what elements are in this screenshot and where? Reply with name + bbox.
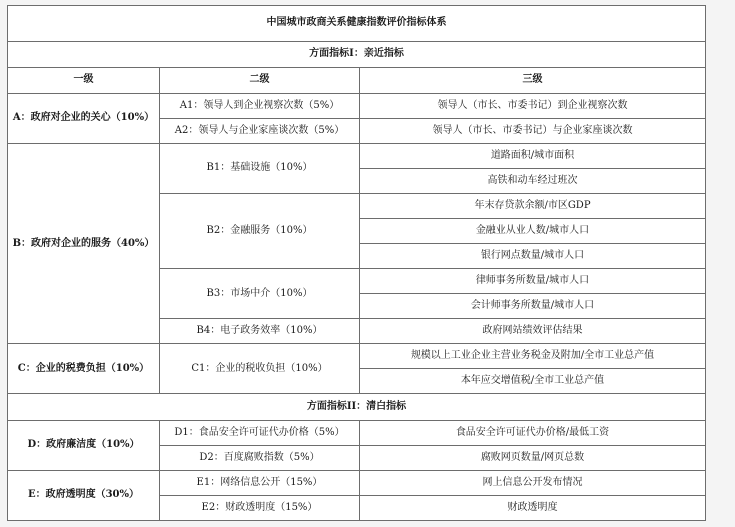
level3-cell: 腐败网页数量/网页总数 <box>360 445 706 470</box>
level3-cell: 会计师事务所数量/城市人口 <box>360 294 706 319</box>
level3-cell: 财政透明度 <box>360 495 706 520</box>
level1-e: E：政府透明度（30%） <box>8 470 160 520</box>
table-row <box>8 143 706 168</box>
level2-c1: C1：企业的税收负担（10%） <box>160 344 360 394</box>
level3-cell: 金融业从业人数/城市人口 <box>360 219 706 244</box>
level3-cell: 网上信息公开发布情况 <box>360 470 706 495</box>
level3-cell: 食品安全许可证代办价格/最低工资 <box>360 420 706 445</box>
header-level3: 三级 <box>360 67 706 93</box>
level3-cell: 高铁和动车经过班次 <box>360 168 706 193</box>
level2-d2: D2：百度腐败指数（5%） <box>160 445 360 470</box>
table-row <box>8 420 706 445</box>
table-row <box>8 344 706 369</box>
level1-a: A：政府对企业的关心（10%） <box>8 93 160 143</box>
table-title: 中国城市政商关系健康指数评价指标体系 <box>8 6 706 42</box>
table-row <box>8 470 706 495</box>
level2-e2: E2：财政透明度（15%） <box>160 495 360 520</box>
level2-d1: D1：食品安全许可证代办价格（5%） <box>160 420 360 445</box>
table-row <box>8 93 706 118</box>
level2-b1: B1：基础设施（10%） <box>160 143 360 193</box>
level1-c: C：企业的税费负担（10%） <box>8 344 160 394</box>
level3-cell: 银行网点数量/城市人口 <box>360 244 706 269</box>
level2-e1: E1：网络信息公开（15%） <box>160 470 360 495</box>
column-header-row <box>8 67 706 93</box>
level3-cell: 年末存贷款余额/市区GDP <box>360 193 706 218</box>
level3-cell: 领导人（市长、市委书记）到企业视察次数 <box>360 93 706 118</box>
level2-b3: B3：市场中介（10%） <box>160 269 360 319</box>
indicator-table <box>7 5 706 521</box>
section-header-integrity: 方面指标II：清白指标 <box>8 394 706 420</box>
level1-d: D：政府廉洁度（10%） <box>8 420 160 470</box>
level3-cell: 规模以上工业企业主营业务税金及附加/全市工业总产值 <box>360 344 706 369</box>
level3-cell: 本年应交增值税/全市工业总产值 <box>360 369 706 394</box>
level3-cell: 政府网站绩效评估结果 <box>360 319 706 344</box>
level3-cell: 道路面积/城市面积 <box>360 143 706 168</box>
level3-cell: 律师事务所数量/城市人口 <box>360 269 706 294</box>
level3-cell: 领导人（市长、市委书记）与企业家座谈次数 <box>360 118 706 143</box>
level2-a2: A2：领导人与企业家座谈次数（5%） <box>160 118 360 143</box>
level1-b: B：政府对企业的服务（40%） <box>8 143 160 344</box>
header-level1: 一级 <box>8 67 160 93</box>
level2-b2: B2：金融服务（10%） <box>160 193 360 268</box>
header-level2: 二级 <box>160 67 360 93</box>
level2-a1: A1：领导人到企业视察次数（5%） <box>160 93 360 118</box>
section-header-closeness: 方面指标I：亲近指标 <box>8 41 706 67</box>
level2-b4: B4：电子政务效率（10%） <box>160 319 360 344</box>
